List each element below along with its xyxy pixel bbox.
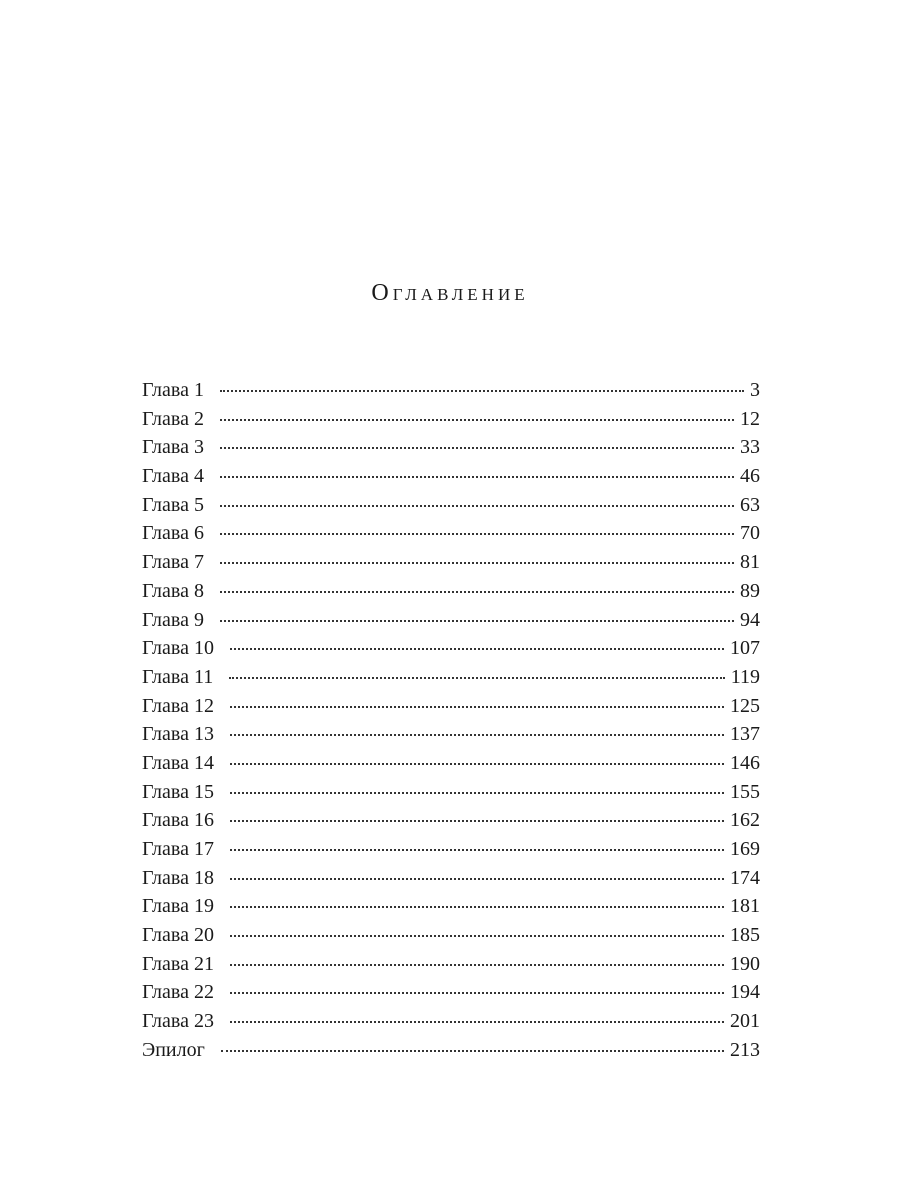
toc-entry-page: 12 — [740, 407, 760, 430]
toc-entry-label: Глава 17 — [142, 838, 214, 860]
toc-entry[interactable] — [142, 663, 760, 692]
toc-entry[interactable] — [142, 376, 760, 405]
toc-entry-page: 46 — [740, 465, 760, 488]
page-title: Оглавление — [371, 280, 529, 306]
toc-entry[interactable] — [142, 778, 760, 807]
toc-entry[interactable] — [142, 405, 760, 434]
dot-leader — [230, 1021, 724, 1023]
dot-leader — [220, 505, 734, 507]
toc-entry-label: Глава 12 — [142, 694, 214, 717]
toc-entry[interactable] — [142, 950, 760, 979]
dot-leader — [220, 476, 734, 478]
dot-leader — [220, 533, 734, 535]
toc-entry-label: Глава 3 — [142, 436, 204, 459]
dot-leader — [230, 763, 724, 765]
toc-entry-page: 169 — [730, 838, 760, 860]
toc-entry[interactable] — [142, 577, 760, 606]
toc-entry-page: 81 — [740, 551, 760, 574]
toc-entry-page: 190 — [730, 952, 760, 975]
toc-entry-page: 155 — [730, 780, 760, 803]
dot-leader — [220, 591, 734, 593]
toc-entry-page: 137 — [730, 723, 760, 746]
toc-entry-label: Глава 7 — [142, 551, 204, 574]
dot-leader — [230, 820, 724, 822]
toc-entry-page: 146 — [730, 751, 760, 774]
dot-leader — [220, 447, 734, 449]
toc-entry-page: 125 — [730, 694, 760, 717]
toc-entry-label: Глава 13 — [142, 723, 214, 746]
toc-entry[interactable] — [142, 864, 760, 893]
toc-entry[interactable] — [142, 892, 760, 921]
toc-entry-page: 119 — [730, 665, 760, 688]
toc-entry-label: Глава 18 — [142, 866, 214, 889]
dot-leader — [229, 677, 725, 679]
toc-entry-page: 89 — [740, 579, 760, 602]
dot-leader — [220, 562, 734, 564]
toc-entry-page: 63 — [740, 493, 760, 516]
toc-entry-page: 213 — [730, 1038, 760, 1061]
toc-entry-label: Глава 8 — [142, 579, 204, 602]
toc-entry-label: Глава 16 — [142, 809, 214, 832]
toc-entry[interactable] — [142, 978, 760, 1007]
toc-list — [142, 376, 760, 1065]
toc-entry[interactable] — [142, 720, 760, 749]
dot-leader — [220, 419, 734, 421]
toc-entry-label: Глава 14 — [142, 751, 214, 774]
toc-entry[interactable] — [142, 692, 760, 721]
toc-entry-page: 70 — [740, 522, 760, 545]
toc-entry-page: 201 — [730, 1010, 760, 1033]
dot-leader — [220, 390, 744, 392]
toc-entry-page: 185 — [730, 924, 760, 947]
dot-leader — [230, 792, 724, 794]
dot-leader — [230, 734, 724, 736]
toc-entry-label: Глава 11 — [142, 665, 214, 688]
toc-entry[interactable] — [142, 806, 760, 835]
toc-entry-label: Глава 19 — [142, 895, 214, 918]
dot-leader — [230, 992, 724, 994]
toc-entry-label: Глава 23 — [142, 1010, 214, 1033]
toc-entry-label: Глава 20 — [142, 924, 214, 947]
toc-entry-page: 107 — [730, 637, 760, 660]
toc-entry-label: Глава 2 — [142, 407, 204, 430]
toc-entry-page: 94 — [740, 608, 760, 631]
toc-entry[interactable] — [142, 835, 760, 864]
toc-entry[interactable] — [142, 433, 760, 462]
toc-entry-label: Глава 1 — [142, 379, 204, 401]
toc-entry[interactable] — [142, 1036, 760, 1065]
toc-entry-label: Глава 5 — [142, 493, 204, 516]
toc-entry[interactable] — [142, 519, 760, 548]
toc-entry-page: 181 — [730, 895, 760, 918]
toc-entry-label: Глава 9 — [142, 608, 204, 631]
dot-leader — [220, 620, 734, 622]
dot-leader — [230, 964, 724, 966]
dot-leader — [230, 849, 724, 851]
toc-entry[interactable] — [142, 634, 760, 663]
toc-entry[interactable] — [142, 749, 760, 778]
dot-leader — [230, 906, 724, 908]
toc-entry-page: 33 — [740, 436, 760, 459]
toc-entry-label: Глава 15 — [142, 780, 214, 803]
toc-entry-page: 174 — [730, 866, 760, 889]
toc-entry-page: 3 — [750, 379, 760, 401]
toc-entry[interactable] — [142, 921, 760, 950]
toc-entry[interactable] — [142, 548, 760, 577]
toc-entry-page: 194 — [730, 981, 760, 1004]
toc-entry-label: Глава 22 — [142, 981, 214, 1004]
toc-entry-label: Глава 10 — [142, 637, 214, 660]
toc-entry[interactable] — [142, 462, 760, 491]
dot-leader — [221, 1050, 724, 1052]
toc-entry[interactable] — [142, 606, 760, 635]
toc-entry-label: Глава 4 — [142, 465, 204, 488]
toc-entry-label: Эпилог — [142, 1038, 205, 1061]
toc-entry[interactable] — [142, 1007, 760, 1036]
dot-leader — [230, 878, 724, 880]
dot-leader — [230, 648, 724, 650]
toc-entry-label: Глава 21 — [142, 952, 214, 975]
dot-leader — [230, 706, 724, 708]
toc-entry-label: Глава 6 — [142, 522, 204, 545]
toc-entry-page: 162 — [730, 809, 760, 832]
toc-entry[interactable] — [142, 491, 760, 520]
dot-leader — [230, 935, 724, 937]
